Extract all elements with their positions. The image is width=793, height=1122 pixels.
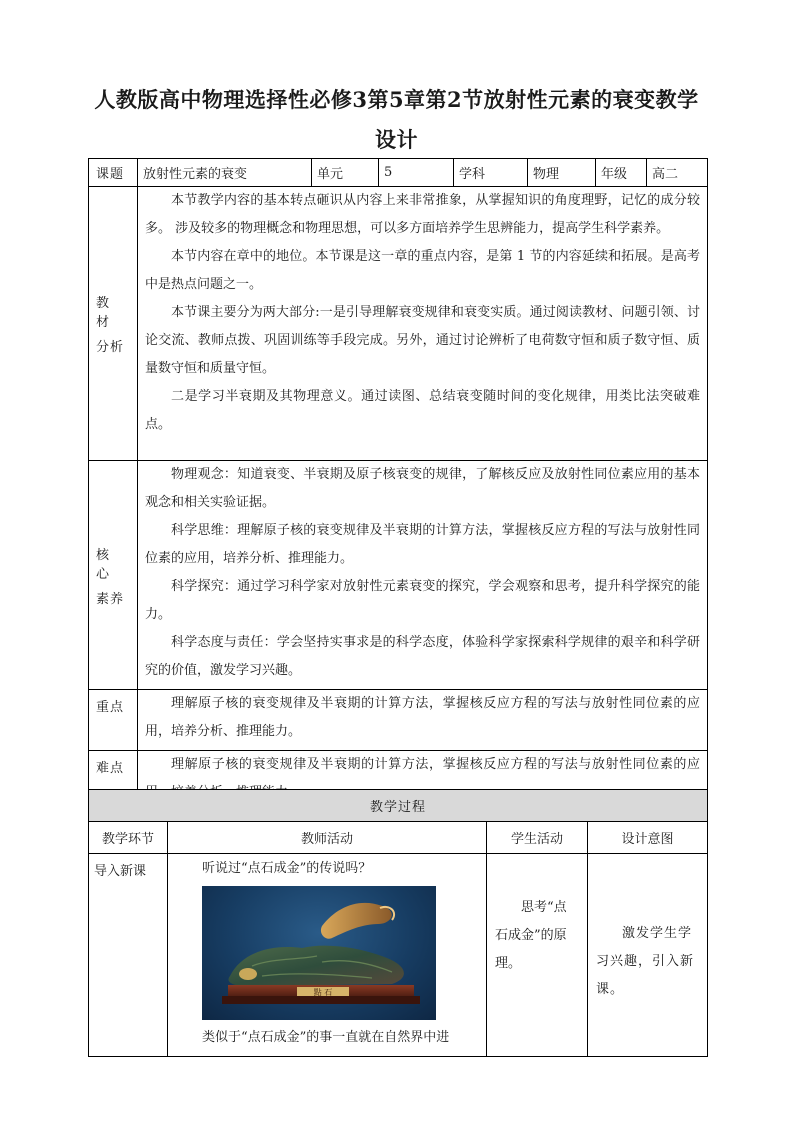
stage-intro: 导入新课 [89, 854, 168, 1057]
analysis-paragraph: 本节教学内容的基本转点砸识从内容上来非常推象，从掌握知识的角度理野，记忆的成分较多。 涉及较多的物理概念和物理思想，可以多方面培养学生思辨能力，提高学生科学素养。 [145, 193, 700, 236]
analysis-row [89, 187, 708, 461]
teacher-continued: 类似于“点石成金”的事一直就在自然界中进 [202, 1030, 450, 1045]
core-label-1: 核 心 [96, 547, 116, 582]
col-intent: 设计意图 [588, 822, 708, 854]
unit-label: 单元 [312, 159, 379, 187]
core-paragraph: 物理观念：知道衰变、半衰期及原子核衰变的规律，了解核反应及放射性同位素应用的基本观念和相关实验证据。 [145, 467, 700, 510]
process-row-intro [89, 854, 708, 1057]
teacher-question: 听说过“点石成金”的传说吗？ [202, 861, 372, 876]
process-heading: 教学过程 [89, 790, 708, 822]
subject-label: 学科 [454, 159, 528, 187]
stone-sculpture-image [202, 886, 436, 1020]
core-content [138, 461, 708, 690]
title-line-2: 设计 [375, 127, 418, 152]
process-column-row [89, 822, 708, 854]
process-heading-row [89, 790, 708, 822]
core-label-2: 素养 [96, 591, 125, 607]
analysis-paragraph: 本节内容在章中的地位。本节课是这一章的重点内容，是第 1 节的内容延续和拓展。是高考中是热点问题之一。 [145, 249, 700, 292]
key-point-text: 理解原子核的衰变规律及半衰期的计算方法，掌握核反应方程的写法与放射性同位素的应用，培养分析、推理能力。 [145, 696, 700, 739]
lesson-info-table [88, 158, 708, 814]
subject-value: 物理 [528, 159, 596, 187]
document-title [88, 80, 705, 160]
core-row [89, 461, 708, 690]
title-line-1: 人教版高中物理选择性必修3第5章第2节放射性元素的衰变教学 [94, 87, 699, 112]
analysis-label-1: 教 材 [96, 296, 116, 330]
teacher-activity [168, 854, 487, 1057]
plaque-text: 點 石 [313, 988, 333, 997]
key-point-label: 重点 [89, 690, 138, 751]
analysis-paragraph: 本节课主要分为两大部分:一是引导理解衰变规律和衰变实质。通过阅读教材、问题引领、讨论交流、教师点拨、巩固训练等手段完成。另外，通过讨论辨析了电荷数守恒和质子数守恒、质量数守恒和质量守恒。 [145, 305, 700, 376]
col-stage: 教学环节 [89, 822, 168, 854]
analysis-content [138, 187, 708, 461]
core-paragraph: 科学思维：理解原子核的衰变规律及半衰期的计算方法，掌握核反应方程的写法与放射性同位素的应用，培养分析、推理能力。 [145, 523, 700, 566]
unit-value: 5 [379, 159, 454, 187]
analysis-label-2: 分析 [96, 340, 125, 355]
col-teacher: 教师活动 [168, 822, 487, 854]
core-paragraph: 科学态度与责任：学会坚持实事求是的科学态度，体验科学家探索科学规律的艰辛和科学研究的价值，激发学习兴趣。 [145, 635, 700, 678]
core-paragraph: 科学探究：通过学习科学家对放射性元素衰变的探究，学会观察和思考，提升科学探究的能力。 [145, 579, 700, 622]
stone-sculpture-photo [202, 886, 436, 1020]
header-row [89, 159, 708, 187]
grade-value: 高二 [647, 159, 708, 187]
analysis-paragraph: 二是学习半衰期及其物理意义。通过读图、总结衰变随时间的变化规律，用类比法突破难点。 [145, 389, 700, 432]
topic-value: 放射性元素的衰变 [138, 159, 312, 187]
difficulty-label: 难点 [89, 751, 138, 814]
key-point-row [89, 690, 708, 751]
process-table [88, 789, 708, 1057]
col-student: 学生活动 [487, 822, 588, 854]
key-point-content [138, 690, 708, 751]
topic-label: 课题 [89, 159, 138, 187]
grade-label: 年级 [596, 159, 647, 187]
analysis-label [89, 187, 138, 461]
design-intent: 激发学生学习兴趣，引入新课。 [588, 854, 708, 1057]
student-activity: 思考“点石成金”的原理。 [487, 854, 588, 1057]
core-label [89, 461, 138, 690]
difficulty-text: 理解原子核的衰变规律及半衰期的计算方法，掌握核反应方程的写法与放射性同位素的应 [171, 757, 700, 772]
